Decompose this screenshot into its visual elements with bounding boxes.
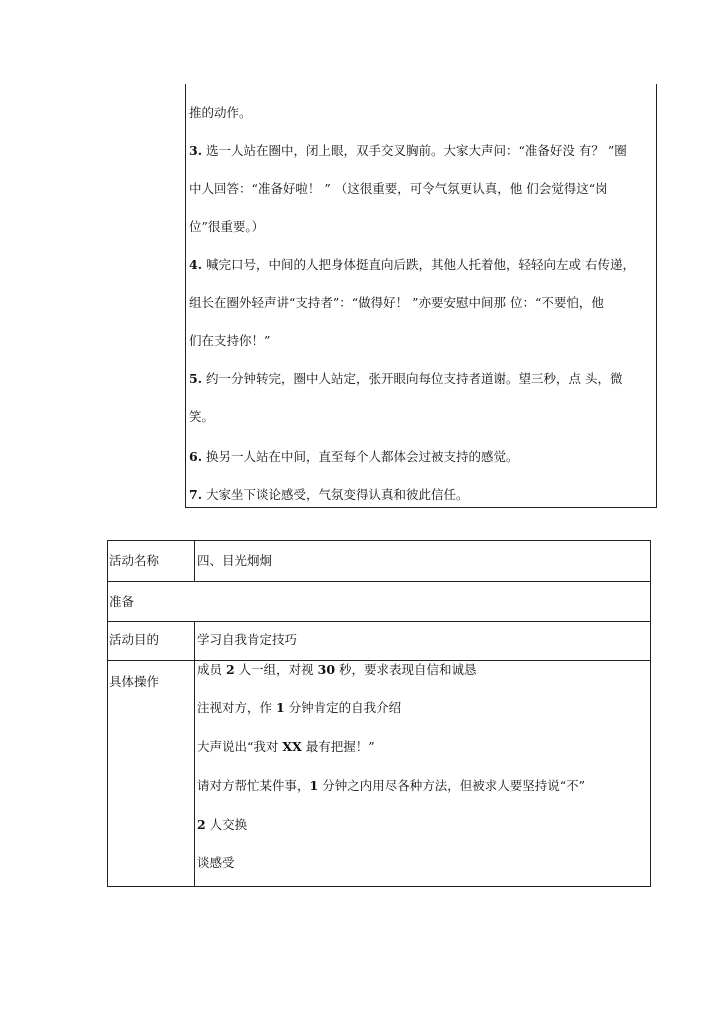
step-line: 组长在圈外轻声讲“支持者”：“做得好！ ”亦要安慰中间那 位：“不要怕，他	[189, 295, 604, 310]
row-divider	[108, 581, 650, 582]
operation-step: 谈感受	[197, 855, 235, 870]
step-line: 7. 大家坐下谈论感受，气氛变得认真和彼此信任。	[189, 487, 469, 502]
step-line: 4. 喊完口号，中间的人把身体挺直向后跌，其他人托着他，轻轻向左或 右传递，	[189, 257, 636, 272]
step-line: 笑。	[189, 409, 215, 424]
col-divider	[194, 621, 195, 887]
operation-step: 大声说出“我对 XX 最有把握！”	[197, 739, 375, 754]
purpose-label: 活动目的	[109, 632, 160, 647]
step-line: 中人回答：“准备好啦！ ” （这很重要，可令气氛更认真，他 们会觉得这“岗	[189, 181, 608, 196]
step-line: 推的动作。	[189, 105, 252, 120]
step-line: 6. 换另一人站在中间，直至每个人都体会过被支持的感觉。	[189, 449, 519, 464]
operation-label: 具体操作	[109, 674, 160, 689]
prep-label: 准备	[109, 594, 135, 609]
operation-step: 请对方帮忙某件事，1 分钟之内用尽各种方法，但被求人要坚持说“不”	[197, 778, 585, 793]
operation-step: 2 人交换	[197, 817, 248, 832]
step-line: 们在支持你！”	[189, 333, 271, 348]
operation-step: 注视对方，作 1 分钟肯定的自我介绍	[197, 700, 402, 715]
col-divider	[194, 541, 195, 581]
row-divider	[108, 621, 650, 622]
activity-name-label: 活动名称	[109, 553, 160, 568]
row-divider	[108, 660, 650, 661]
steps-box	[185, 84, 657, 508]
activity-table	[107, 540, 651, 887]
activity-name-value: 四、目光炯炯	[197, 553, 273, 568]
step-line: 位”很重要。）	[189, 219, 265, 234]
purpose-value: 学习自我肯定技巧	[197, 632, 298, 647]
step-line: 5. 约一分钟转完，圈中人站定，张开眼向每位支持者道谢。望三秒，点 头，微	[189, 371, 623, 386]
step-line: 3. 选一人站在圈中，闭上眼，双手交叉胸前。大家大声问：“准备好没 有？ ”圈	[189, 143, 627, 158]
operation-step: 成员 2 人一组，对视 30 秒，要求表现自信和诚恳	[197, 662, 477, 677]
